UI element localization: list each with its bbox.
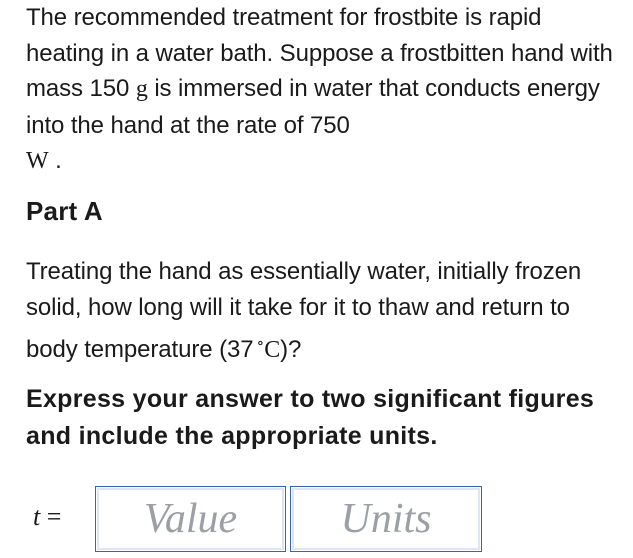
variable-name: t — [33, 502, 41, 531]
intro-text-part2: is immersed in water that conducts energy into the hand at the rate of 750 — [26, 75, 600, 139]
part-title: Part A — [26, 196, 103, 226]
power-unit: W — [26, 148, 49, 174]
degree-symbol: ∘ — [256, 335, 265, 352]
intro-text-part1: The recommended treatment for frostbite is rapid heating in a water bath. Suppose a frostbitten hand with mass — [26, 4, 613, 102]
equals-sign: = — [40, 502, 62, 531]
mass-unit: g — [135, 76, 148, 102]
answer-instruction: Express your answer to two significant figures and include the appropriate units. — [26, 385, 595, 450]
answer-row — [0, 486, 633, 554]
units-input[interactable] — [290, 486, 482, 552]
question-body: Treating the hand as essentially water, initially frozen solid, how long will it take for it to thaw and return to body temperature (37 — [26, 258, 582, 363]
answer-variable-label — [33, 502, 61, 532]
intro-text-end: . — [48, 147, 62, 174]
temperature-unit: C — [264, 337, 281, 363]
question-text — [26, 254, 616, 368]
mass-value: 150 — [89, 75, 130, 102]
question-end: )? — [280, 336, 302, 363]
problem-statement — [26, 0, 616, 180]
value-input[interactable] — [95, 486, 286, 552]
